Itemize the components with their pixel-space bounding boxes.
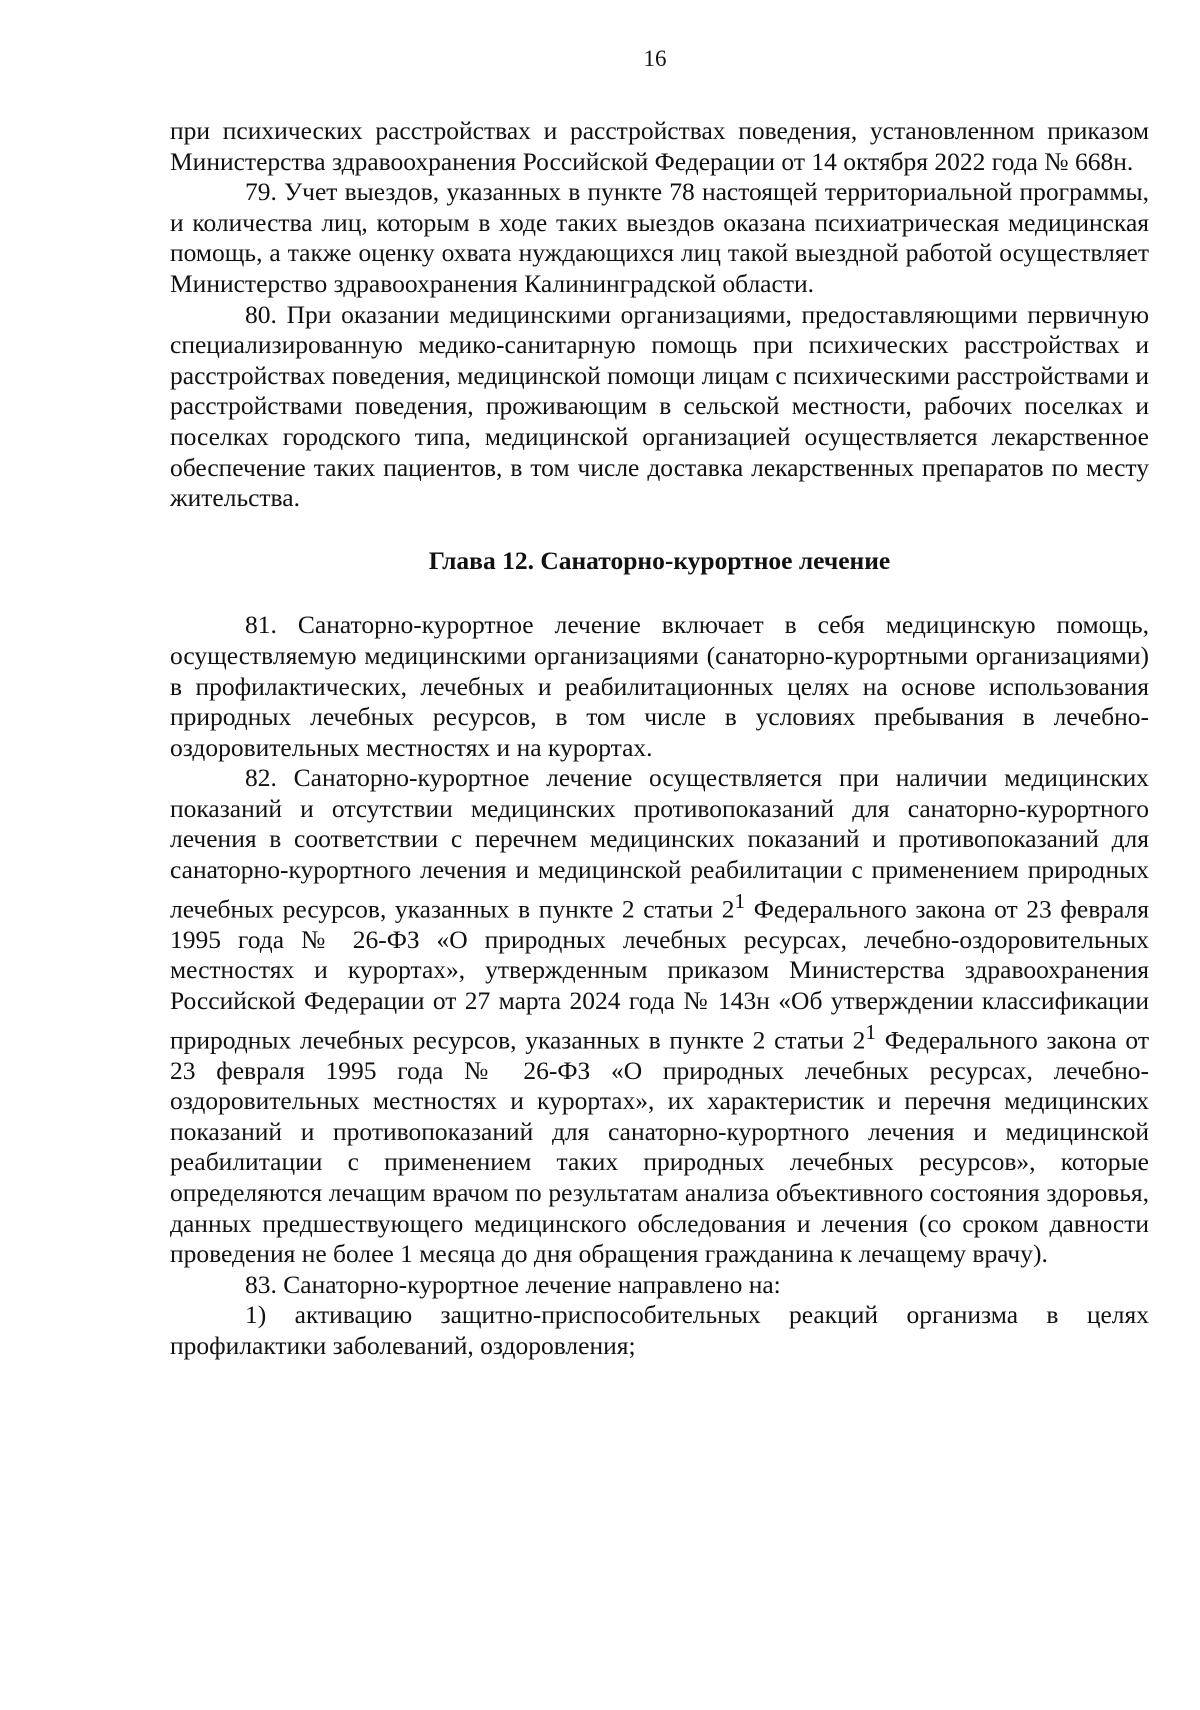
superscript-1: 1: [734, 888, 746, 913]
superscript-2: 1: [865, 1019, 877, 1044]
paragraph-83: 83. Санаторно-курортное лечение направлено на:: [245, 1269, 781, 1299]
paragraph-82: [170, 763, 1149, 1270]
paragraph-80: 80. При оказании медицинскими организациями, предоставляющими первичную специализированную медико-санитарную помощь при психических расстройствах и расстройствах поведения, медицинской помощи лицам с психическими расстройствами и расстройствами поведения, проживающим в сельской местности, рабочих поселках и поселках городского типа, медицинской организацией осуществляется лекарственное обеспечение таких пациентов, в том числе доставка лекарственных препаратов по месту жительства.: [170, 299, 1149, 513]
page-number: 16: [643, 46, 667, 71]
document-body: [170, 116, 1149, 1362]
paragraph-83-item-1: 1) активацию защитно-приспособительных реакций организма в целях профилактики заболеваний, оздоровления;: [170, 1300, 1149, 1360]
paragraph-82-part-a: 82. Санаторно-курортное лечение осуществляется при наличии медицинских показаний и отсутствии медицинских противопоказаний для санаторно-курортного лечения в соответствии с перечнем медицинских показаний и противопоказаний для санаторно-курортного лечения и медицинской реабилитации с применением природных лечебных ресурсов, указанных в пункте 2 статьи 2: [170, 763, 1149, 924]
paragraph-82-part-c: Федерального закона от 23 февраля 1995 года № 26-ФЗ «О природных лечебных ресурсах, лечебно-оздоровительных местностях и курортах», их характеристик и перечня медицинских показаний и противопоказаний для санаторно-курортного лечения и медицинской реабилитации с применением таких природных лечебных ресурсов», которые определяются лечащим врачом по результатам анализа объективного состояния здоровья, данных предшествующего медицинского обследования и лечения (со сроком давности проведения не более 1 месяца до дня обращения гражданина к лечащему врачу).: [170, 1025, 1149, 1269]
paragraph-81: 81. Санаторно-курортное лечение включает в себя медицинскую помощь, осуществляемую медицинскими организациями (санаторно-курортными организациями) в профилактических, лечебных и реабилитационных целях на основе использования природных лечебных ресурсов, в том числе в условиях пребывания в лечебно-оздоровительных местностях и на курортах.: [170, 610, 1149, 762]
paragraph-continuation: при психических расстройствах и расстройствах поведения, установленном приказом Министерства здравоохранения Российской Федерации от 14 октября 2022 года № 668н.: [170, 116, 1149, 176]
paragraph-82-part-b: Федерального закона от 23 февраля 1995 года № 26-ФЗ «О природных лечебных ресурсах, лечебно-оздоровительных местностях и курортах», утвержденным приказом Министерства здравоохранения Российской Федерации от 27 марта 2024 года № 143н «Об утверждении классификации природных лечебных ресурсов, указанных в пункте 2 статьи 2: [170, 894, 1149, 1055]
paragraph-79: 79. Учет выездов, указанных в пункте 78 настоящей территориальной программы, и количества лиц, которым в ходе таких выездов оказана психиатрическая медицинская помощь, а также оценку охвата нуждающихся лиц такой выездной работой осуществляет Министерство здравоохранения Калининградской области.: [170, 177, 1149, 298]
chapter-title: Глава 12. Санаторно-курортное лечение: [428, 545, 891, 575]
